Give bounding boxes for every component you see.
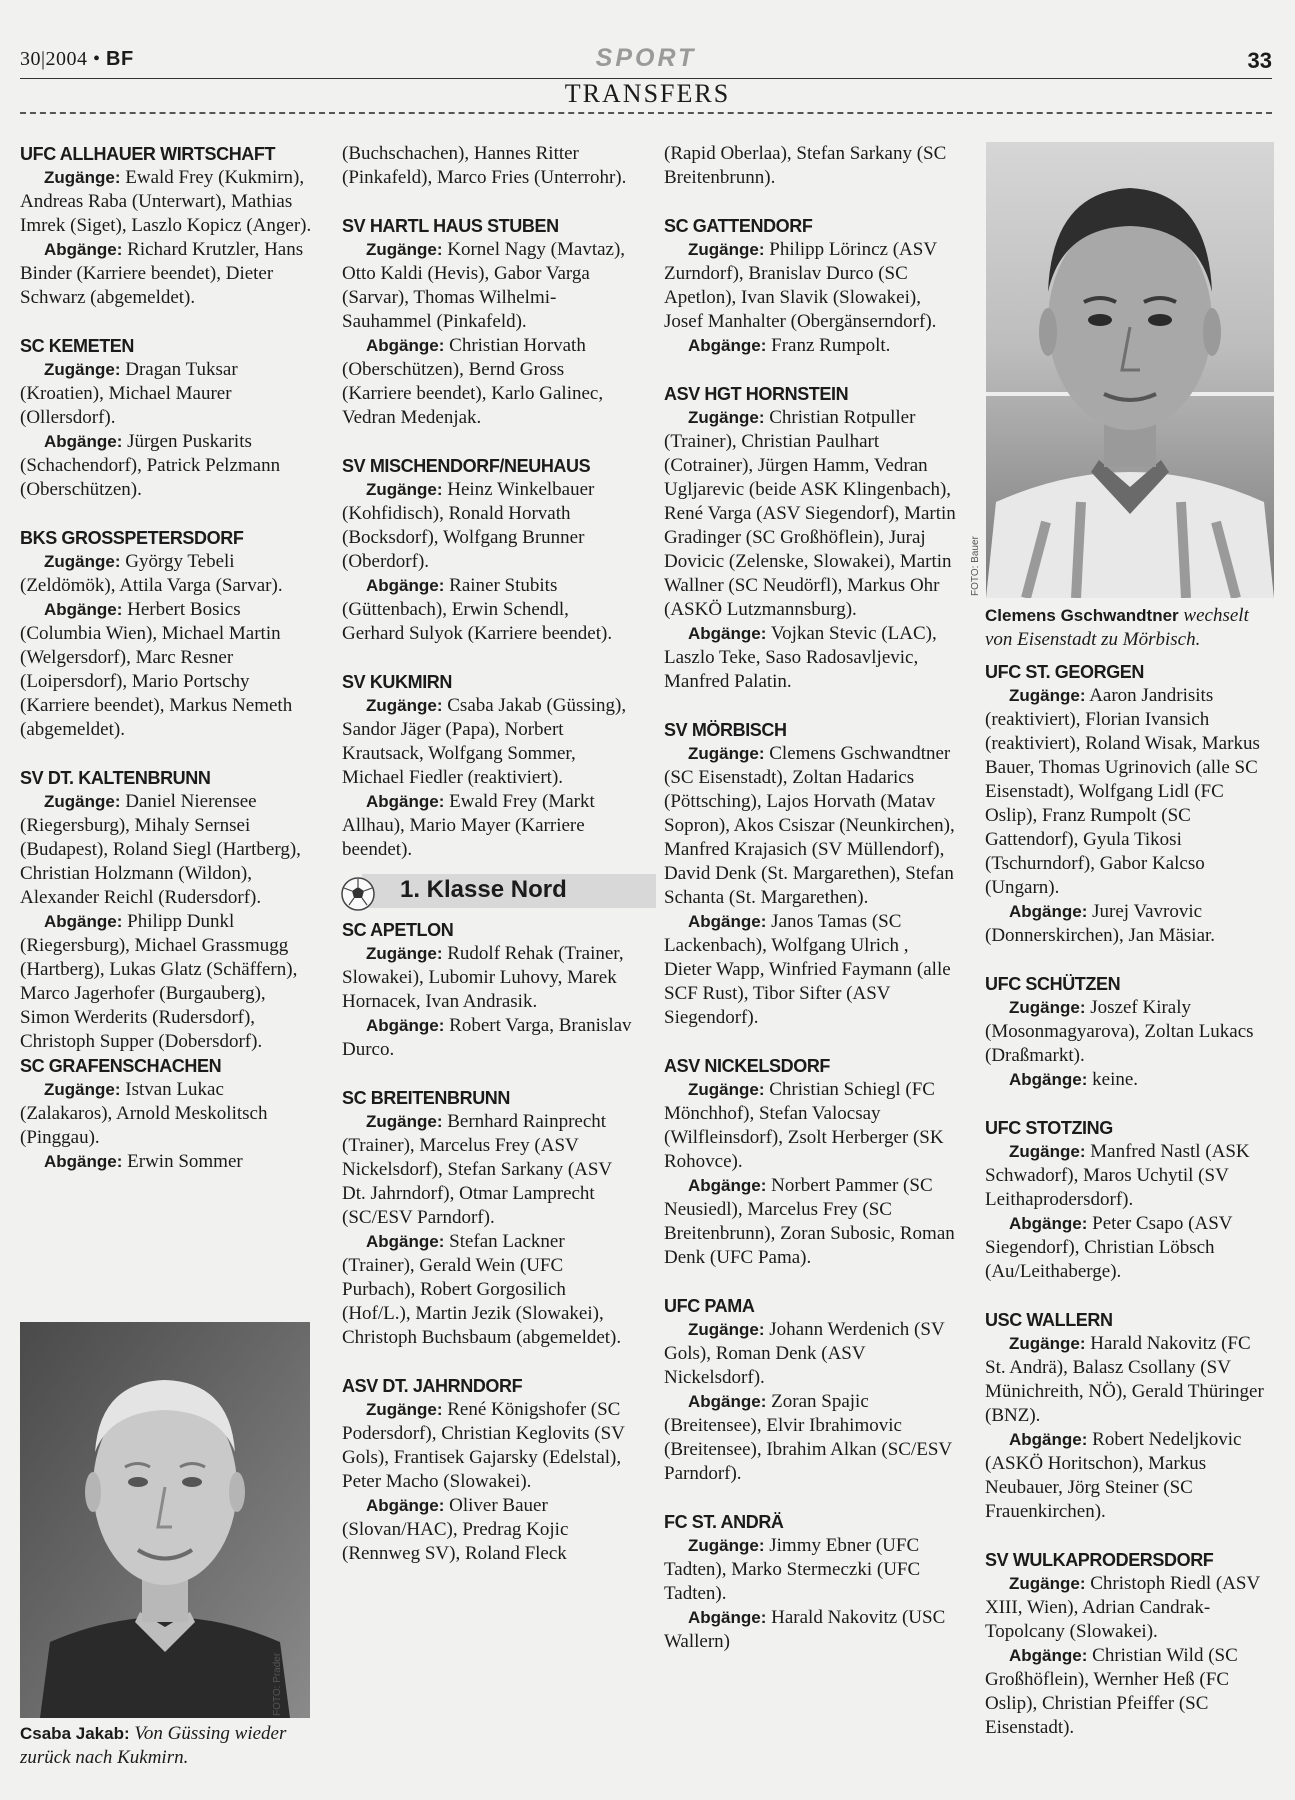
zugaenge-label: Zugänge: <box>366 944 443 963</box>
zugaenge-line <box>664 238 956 334</box>
abgaenge-line <box>664 334 956 358</box>
club-entry <box>342 918 632 1062</box>
photo-caption <box>20 1722 310 1770</box>
zugaenge-line <box>342 478 632 574</box>
abgaenge-text: Zoran Spajic (Breitensee), Elvir Ibrahimovic (Breitensee), Ibrahim Alkan (SC/ESV Parndorf). <box>664 1391 952 1484</box>
zugaenge-label: Zugänge: <box>366 1112 443 1131</box>
club-name: SC GRAFENSCHACHEN <box>20 1056 222 1076</box>
abgaenge-text: Philipp Dunkl (Riegersburg), Michael Grassmugg (Hartberg), Lukas Glatz (Schäffern), Marco Jagerhofer (Burgauberg), Simon Werderits (Rudersdorf), Christoph Supper (Dobersdorf). <box>20 911 298 1052</box>
club-entry <box>664 1510 956 1654</box>
zugaenge-label: Zugänge: <box>44 792 121 811</box>
photo-credit: FOTO: Bauer <box>970 536 981 596</box>
abgaenge-text: Harald Nakovitz (USC Wallern) <box>664 1607 946 1652</box>
continuation-text: (Rapid Oberlaa), Stefan Sarkany (SC Breitenbrunn). <box>664 143 947 188</box>
zugaenge-line <box>342 694 632 790</box>
zugaenge-line <box>20 550 312 598</box>
zugaenge-text: Aaron Jandrisits (reaktiviert), Florian Ivansich (reaktiviert), Roland Wisak, Markus Bauer, Thomas Ugrinovich (alle SC Eisenstadt), Wolfgang Lidl (FC Oslip), Franz Rumpolt (SC Gattendorf), Gyula Tikosi (Tschurndorf), Gabor Kalcso (Ungarn). <box>985 685 1260 898</box>
soccer-ball-icon <box>338 874 378 914</box>
club-name: SV MISCHENDORF/NEUHAUS <box>342 456 591 476</box>
zugaenge-line <box>342 1110 632 1230</box>
abgaenge-text: Robert Varga, Branislav Durco. <box>342 1015 632 1060</box>
abgaenge-line <box>664 1174 956 1270</box>
zugaenge-line <box>985 1140 1275 1212</box>
zugaenge-text: Jimmy Ebner (UFC Tadten), Marko Stermeczki (UFC Tadten). <box>664 1535 921 1604</box>
zugaenge-line <box>664 1318 956 1390</box>
abgaenge-text: Richard Krutzler, Hans Binder (Karriere beendet), Dieter Schwarz (abgemeldet). <box>20 239 304 308</box>
abgaenge-text: Erwin Sommer <box>127 1151 243 1172</box>
zugaenge-text: Dragan Tuksar (Kroatien), Michael Maurer (Ollersdorf). <box>20 359 238 428</box>
club-name: SV DT. KALTENBRUNN <box>20 768 211 788</box>
club-name: UFC SCHÜTZEN <box>985 974 1121 994</box>
club-entry <box>20 526 312 742</box>
zugaenge-text: Christoph Riedl (ASV XIII, Wien), Adrian Candrak-Topolcany (Slowakei). <box>985 1573 1260 1642</box>
abgaenge-label: Abgänge: <box>688 1176 767 1195</box>
club-entry <box>342 1086 632 1350</box>
club-entry <box>985 1116 1275 1284</box>
zugaenge-text: Joszef Kiraly (Mosonmagyarova), Zoltan Lukacs (Draßmarkt). <box>985 997 1254 1066</box>
zugaenge-line <box>20 790 312 910</box>
club-name: ASV NICKELSDORF <box>664 1056 831 1076</box>
abgaenge-line <box>664 1390 956 1486</box>
zugaenge-text: Philipp Lörincz (ASV Zurndorf), Branislav Durco (SC Apetlon), Ivan Slavik (Slowakei), Josef Manhalter (Obergänserndorf). <box>664 239 937 332</box>
club-entry <box>985 660 1275 948</box>
zugaenge-label: Zugänge: <box>366 480 443 499</box>
zugaenge-text: György Tebeli (Zeldömök), Attila Varga (Sarvar). <box>20 551 283 596</box>
club-name: SC BREITENBRUNN <box>342 1088 511 1108</box>
club-name: SV KUKMIRN <box>342 672 453 692</box>
abgaenge-line <box>664 910 956 1030</box>
zugaenge-line <box>664 1078 956 1174</box>
zugaenge-line <box>664 742 956 910</box>
abgaenge-label: Abgänge: <box>44 1152 123 1171</box>
zugaenge-text: René Königshofer (SC Podersdorf), Christian Keglovits (SV Gols), Frantisek Gajarsky (Edelstal), Peter Macho (Slowakei). <box>342 1399 625 1492</box>
abgaenge-text: keine. <box>1092 1069 1139 1090</box>
abgaenge-line <box>20 598 312 742</box>
abgaenge-text: Christian Wild (SC Großhöflein), Wernher Heß (FC Oslip), Christian Pfeiffer (SC Eisenstadt). <box>985 1645 1238 1738</box>
zugaenge-text: Christian Schiegl (FC Mönchhof), Stefan Valocsay (Wilfleinsdorf), Zsolt Herberger (SK Rohovce). <box>664 1079 944 1172</box>
abgaenge-line <box>985 900 1275 948</box>
club-name: SV MÖRBISCH <box>664 720 787 740</box>
club-name: SC APETLON <box>342 920 454 940</box>
player-photo-jakab <box>20 1322 310 1718</box>
zugaenge-line <box>985 996 1275 1068</box>
abgaenge-text: Robert Nedeljkovic (ASKÖ Horitschon), Markus Neubauer, Jörg Steiner (SC Frauenkirchen). <box>985 1429 1242 1522</box>
abgaenge-line <box>342 790 632 862</box>
zugaenge-line <box>342 238 632 334</box>
club-entry <box>342 214 632 430</box>
zugaenge-text: Daniel Nierensee (Riegersburg), Mihaly Sernsei (Budapest), Roland Siegl (Hartberg), Christian Holzmann (Wildon), Alexander Reichl (Rudersdorf). <box>20 791 301 908</box>
zugaenge-line <box>985 1332 1275 1428</box>
abgaenge-line <box>342 1014 632 1062</box>
abgaenge-text: Norbert Pammer (SC Neusiedl), Marcelus Frey (SC Breitenbrunn), Zoran Subosic, Roman Denk (UFC Pama). <box>664 1175 955 1268</box>
zugaenge-text: Harald Nakovitz (FC St. Andrä), Balasz Csollany (SV Münichreith, NÖ), Gerald Thüringer (BNZ). <box>985 1333 1264 1426</box>
abgaenge-label: Abgänge: <box>1009 1430 1088 1449</box>
club-name: UFC ALLHAUER WIRTSCHAFT <box>20 144 276 164</box>
zugaenge-label: Zugänge: <box>366 1400 443 1419</box>
abgaenge-label: Abgänge: <box>366 792 445 811</box>
abgaenge-label: Abgänge: <box>366 576 445 595</box>
abgaenge-text: Franz Rumpolt. <box>771 335 891 356</box>
club-name: USC WALLERN <box>985 1310 1113 1330</box>
zugaenge-line <box>985 1572 1275 1644</box>
abgaenge-label: Abgänge: <box>1009 1214 1088 1233</box>
abgaenge-line <box>664 1606 956 1654</box>
zugaenge-text: Istvan Lukac (Zalakaros), Arnold Meskolitsch (Pinggau). <box>20 1079 268 1148</box>
zugaenge-text: Christian Rotpuller (Trainer), Christian Paulhart (Cotrainer), Jürgen Hamm, Vedran Ugljarevic (beide ASK Klingenbach), René Varga (ASV Siegendorf), Martin Gradinger (SC Großhöflein), Juraj Dovicic (Zelenske, Slowakei), Martin Wallner (SC Neudörfl), Markus Ohr (ASKÖ Lutzmannsburg). <box>664 407 956 620</box>
page-header <box>20 44 1272 78</box>
zugaenge-text: Manfred Nastl (ASK Schwadorf), Maros Uchytil (SV Leithaprodersdorf). <box>985 1141 1250 1210</box>
abgaenge-text: Stefan Lackner (Trainer), Gerald Wein (UFC Purbach), Robert Gorgosilich (Hof/L.), Martin Jezik (Slowakei), Christoph Buchsbaum (abgemeldet). <box>342 1231 622 1348</box>
page-number: 33 <box>1247 48 1272 73</box>
club-entry <box>664 382 956 694</box>
club-entry <box>985 1548 1275 1740</box>
club-name: SV HARTL HAUS STUBEN <box>342 216 559 236</box>
club-name: BKS GROSSPETERSDORF <box>20 528 244 548</box>
abgaenge-label: Abgänge: <box>1009 1070 1088 1089</box>
abgaenge-line <box>342 574 632 646</box>
zugaenge-text: Rudolf Rehak (Trainer, Slowakei), Lubomir Luhovy, Marek Hornacek, Ivan Andrasik. <box>342 943 624 1012</box>
issue-number: 30|2004 <box>20 48 88 70</box>
abgaenge-line <box>20 1150 312 1174</box>
abgaenge-label: Abgänge: <box>1009 1646 1088 1665</box>
zugaenge-text: Ewald Frey (Kukmirn), Andreas Raba (Unterwart), Mathias Imrek (Siget), Laszlo Kopicz (Anger). <box>20 167 312 236</box>
club-name: SC KEMETEN <box>20 336 135 356</box>
club-entry <box>20 334 312 502</box>
zugaenge-label: Zugänge: <box>1009 998 1086 1017</box>
abgaenge-text: Ewald Frey (Markt Allhau), Mario Mayer (Karriere beendet). <box>342 791 595 860</box>
club-entry <box>985 1308 1275 1524</box>
abgaenge-label: Abgänge: <box>44 600 123 619</box>
zugaenge-label: Zugänge: <box>688 1536 765 1555</box>
abgaenge-line <box>985 1428 1275 1524</box>
dashed-divider <box>20 112 1272 114</box>
abgaenge-line <box>342 1494 632 1566</box>
bullet-separator: • <box>93 48 107 70</box>
zugaenge-label: Zugänge: <box>1009 1574 1086 1593</box>
club-entry <box>664 1294 956 1486</box>
abgaenge-label: Abgänge: <box>366 1016 445 1035</box>
abgaenge-text: Janos Tamas (SC Lackenbach), Wolfgang Ulrich , Dieter Wapp, Winfried Faymann (alle SCF Rust), Tibor Sifter (ASV Siegendorf). <box>664 911 951 1028</box>
club-name: ASV DT. JAHRNDORF <box>342 1376 523 1396</box>
abgaenge-label: Abgänge: <box>1009 902 1088 921</box>
column-4 <box>985 660 1275 1764</box>
abgaenge-label: Abgänge: <box>688 1608 767 1627</box>
column-3 <box>664 142 956 1678</box>
zugaenge-label: Zugänge: <box>44 360 121 379</box>
zugaenge-label: Zugänge: <box>1009 1334 1086 1353</box>
column-1 <box>20 142 312 1198</box>
abgaenge-line <box>20 910 312 1054</box>
caption-text: Von Güssing wieder zurück nach Kukmirn. <box>20 1723 287 1768</box>
club-entry <box>985 972 1275 1092</box>
caption-name: Clemens Gschwandtner <box>985 606 1179 625</box>
zugaenge-line <box>20 358 312 430</box>
league-title: 1. Klasse Nord <box>400 876 567 903</box>
continuation-entry <box>664 142 956 190</box>
zugaenge-text: Heinz Winkelbauer (Kohfidisch), Ronald Horvath (Bocksdorf), Wolfgang Brunner (Oberdorf). <box>342 479 595 572</box>
abgaenge-text: Vojkan Stevic (LAC), Laszlo Teke, Saso Radosavljevic, Manfred Palatin. <box>664 623 937 692</box>
club-name: FC ST. ANDRÄ <box>664 1512 784 1532</box>
abgaenge-text: Peter Csapo (ASV Siegendorf), Christian Löbsch (Au/Leithaberge). <box>985 1213 1233 1282</box>
abgaenge-text: Jürgen Puskarits (Schachendorf), Patrick Pelzmann (Oberschützen). <box>20 431 281 500</box>
abgaenge-label: Abgänge: <box>44 432 123 451</box>
publication-name: BF <box>106 48 134 70</box>
league-heading <box>342 872 632 912</box>
abgaenge-line <box>342 1230 632 1350</box>
club-name: SV WULKAPRODERSDORF <box>985 1550 1214 1570</box>
abgaenge-line <box>20 238 312 310</box>
club-entry <box>664 214 956 358</box>
zugaenge-label: Zugänge: <box>44 168 121 187</box>
zugaenge-line <box>342 1398 632 1494</box>
zugaenge-text: Csaba Jakab (Güssing), Sandor Jäger (Papa), Norbert Krautsack, Wolfgang Sommer, Michael Fiedler (reaktiviert). <box>342 695 627 788</box>
club-name: ASV HGT HORNSTEIN <box>664 384 849 404</box>
abgaenge-label: Abgänge: <box>366 1496 445 1515</box>
abgaenge-label: Abgänge: <box>366 1232 445 1251</box>
abgaenge-text: Christian Horvath (Oberschützen), Bernd Gross (Karriere beendet), Karlo Galinec, Vedran Medenjak. <box>342 335 604 428</box>
abgaenge-label: Abgänge: <box>688 1392 767 1411</box>
abgaenge-line <box>20 430 312 502</box>
club-name: UFC PAMA <box>664 1296 755 1316</box>
zugaenge-text: Bernhard Rainprecht (Trainer), Marcelus Frey (ASV Nickelsdorf), Stefan Sarkany (ASV Dt. Jahrndorf), Otmar Lamprecht (SC/ESV Parndorf). <box>342 1111 612 1228</box>
abgaenge-text: Oliver Bauer (Slovan/HAC), Predrag Kojic (Rennweg SV), Roland Fleck <box>342 1495 569 1564</box>
zugaenge-label: Zugänge: <box>44 1080 121 1099</box>
abgaenge-label: Abgänge: <box>688 912 767 931</box>
abgaenge-label: Abgänge: <box>366 336 445 355</box>
zugaenge-line <box>20 1078 312 1150</box>
portrait-illustration <box>20 1322 310 1718</box>
zugaenge-label: Zugänge: <box>688 408 765 427</box>
zugaenge-label: Zugänge: <box>1009 1142 1086 1161</box>
club-entry <box>20 1054 312 1174</box>
abgaenge-line <box>342 334 632 430</box>
caption-text: wechselt von Eisenstadt zu Mörbisch. <box>985 605 1249 650</box>
portrait-illustration <box>986 142 1274 598</box>
zugaenge-line <box>342 942 632 1014</box>
photo-credit: FOTO: Prader <box>272 1652 283 1716</box>
club-entry <box>20 766 312 1054</box>
club-entry <box>342 454 632 646</box>
club-entry <box>664 718 956 1030</box>
zugaenge-label: Zugänge: <box>688 1080 765 1099</box>
page-title: TRANSFERS <box>564 79 731 108</box>
continuation-entry <box>342 142 632 190</box>
club-name: SC GATTENDORF <box>664 216 813 236</box>
zugaenge-text: Johann Werdenich (SV Gols), Roman Denk (ASV Nickelsdorf). <box>664 1319 945 1388</box>
zugaenge-label: Zugänge: <box>688 744 765 763</box>
abgaenge-label: Abgänge: <box>688 624 767 643</box>
abgaenge-text: Jurej Vavrovic (Donnerskirchen), Jan Mäsiar. <box>985 901 1216 946</box>
photo-caption <box>985 604 1275 652</box>
section-name: SPORT <box>595 44 697 72</box>
zugaenge-line <box>20 166 312 238</box>
abgaenge-line <box>664 622 956 694</box>
zugaenge-label: Zugänge: <box>366 696 443 715</box>
zugaenge-label: Zugänge: <box>688 1320 765 1339</box>
club-entry <box>342 670 632 862</box>
zugaenge-label: Zugänge: <box>44 552 121 571</box>
zugaenge-text: Clemens Gschwandtner (SC Eisenstadt), Zoltan Hadarics (Pöttsching), Lajos Horvath (Matav Sopron), Akos Csiszar (Neunkirchen), Manfred Krajasich (SV Müllendorf), David Denk (St. Margarethen), Stefan Schanta (St. Margarethen). <box>664 743 955 908</box>
club-name: UFC ST. GEORGEN <box>985 662 1145 682</box>
zugaenge-label: Zugänge: <box>688 240 765 259</box>
continuation-text: (Buchschachen), Hannes Ritter (Pinkafeld), Marco Fries (Unterrohr). <box>342 143 627 188</box>
club-entry <box>20 142 312 310</box>
abgaenge-line <box>985 1644 1275 1740</box>
abgaenge-label: Abgänge: <box>44 912 123 931</box>
abgaenge-line <box>985 1212 1275 1284</box>
abgaenge-line <box>985 1068 1275 1092</box>
zugaenge-text: Kornel Nagy (Mavtaz), Otto Kaldi (Hevis), Gabor Varga (Sarvar), Thomas Wilhelmi-Sauhammel (Pinkafeld). <box>342 239 626 332</box>
abgaenge-label: Abgänge: <box>44 240 123 259</box>
zugaenge-line <box>985 684 1275 900</box>
zugaenge-label: Zugänge: <box>1009 686 1086 705</box>
club-entry <box>342 1374 632 1566</box>
club-entry <box>664 1054 956 1270</box>
zugaenge-label: Zugänge: <box>366 240 443 259</box>
abgaenge-label: Abgänge: <box>688 336 767 355</box>
club-name: UFC STOTZING <box>985 1118 1113 1138</box>
abgaenge-text: Rainer Stubits (Güttenbach), Erwin Schendl, Gerhard Sulyok (Karriere beendet). <box>342 575 613 644</box>
caption-name: Csaba Jakab: <box>20 1724 130 1743</box>
abgaenge-text: Herbert Bosics (Columbia Wien), Michael Martin (Welgersdorf), Marc Resner (Loipersdorf), Mario Portschy (Karriere beendet), Markus Nemeth (abgemeldet). <box>20 599 293 740</box>
player-photo-gschwandtner <box>986 142 1274 598</box>
zugaenge-line <box>664 1534 956 1606</box>
zugaenge-line <box>664 406 956 622</box>
column-2 <box>342 142 632 1590</box>
